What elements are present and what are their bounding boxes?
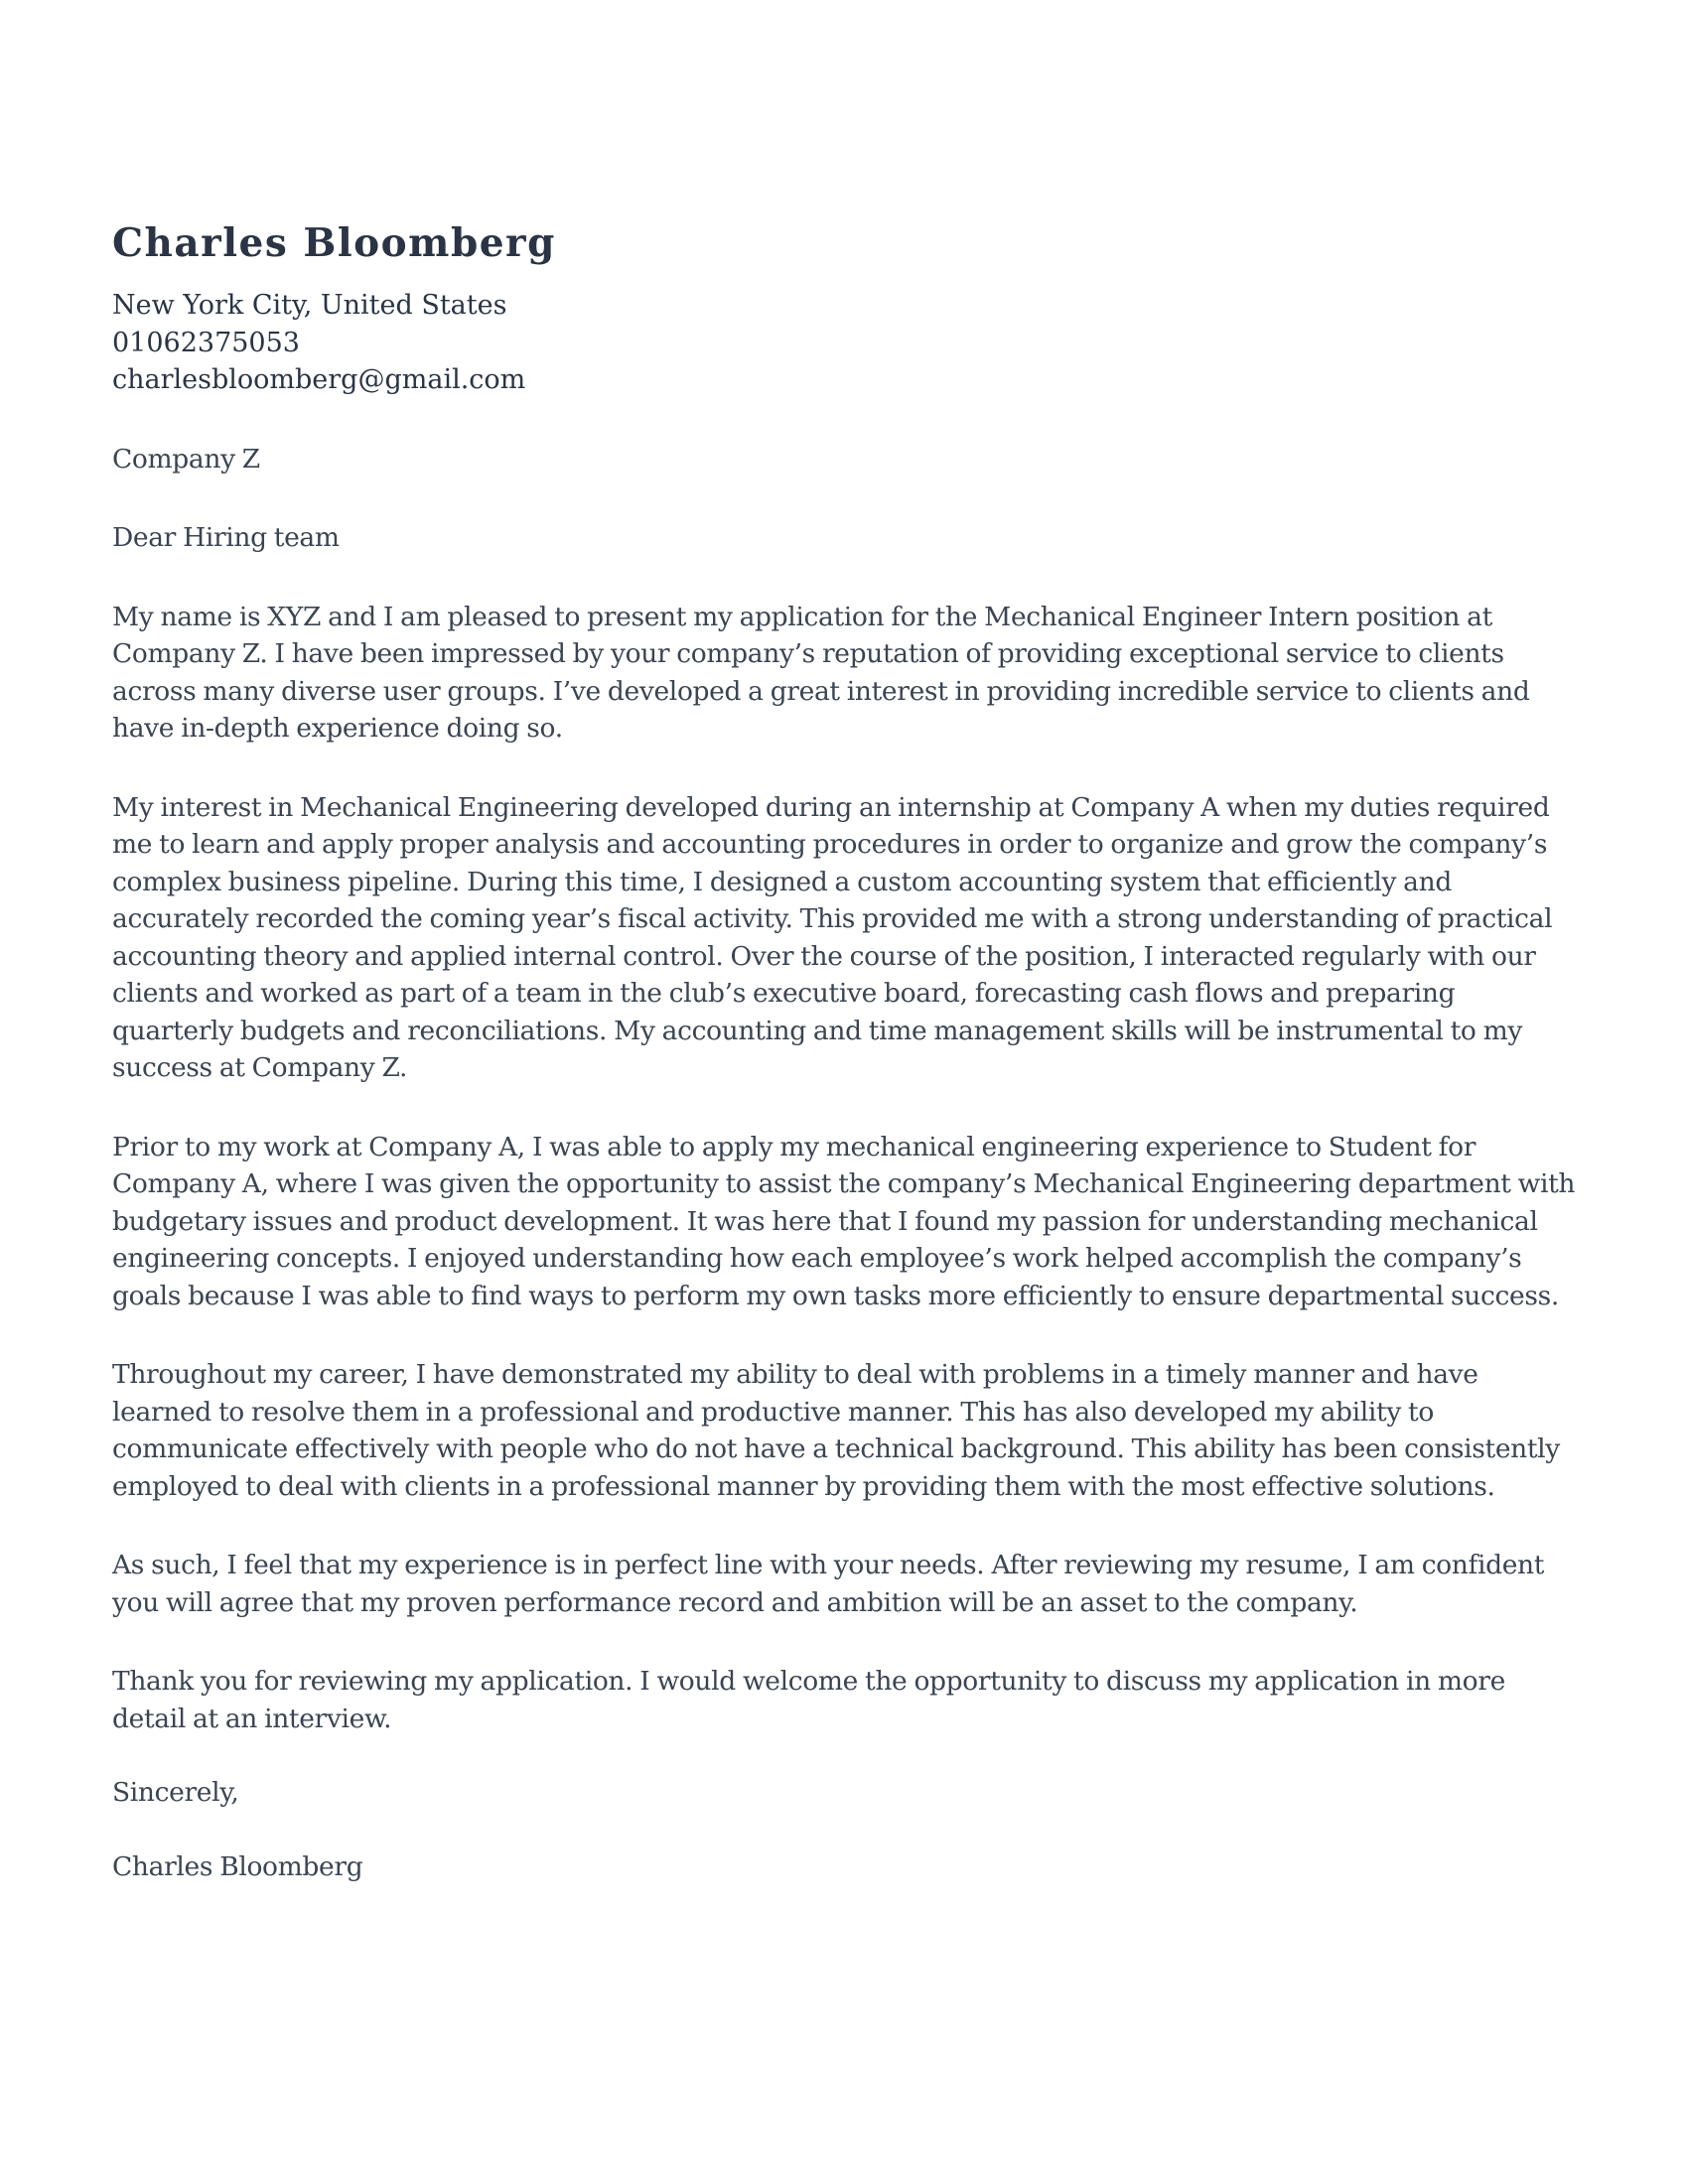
signature: Charles Bloomberg (112, 1850, 363, 1882)
recipient-company: Company Z (112, 443, 260, 475)
body-paragraph-6: Thank you for reviewing my application. I would welcome the opportunity to discuss my application in more detail at an interview. (112, 1666, 1505, 1734)
cover-letter (112, 213, 1582, 1885)
salutation: Dear Hiring team (112, 522, 340, 553)
applicant-phone: 01062375053 (112, 327, 300, 358)
body-paragraph-3: Prior to my work at Company A, I was able to apply my mechanical engineering experience to Student for Company A, where I was given the opportunity to assist the company’s Mechanical Engineering department with budgetary issues and product development. It was here that I found my passion for understanding mechanical engineering concepts. I enjoyed understanding how each employee’s work helped accomplish the company’s goals because I was able to find ways to perform my own tasks more efficiently to ensure departmental success. (112, 1131, 1576, 1311)
closing: Sincerely, (112, 1777, 239, 1808)
body-paragraph-1: My name is XYZ and I am pleased to present my application for the Mechanical Engineer Intern position at Company Z. I have been impressed by your company’s reputation of providing exceptional service to clients across many diverse user groups. I’ve developed a great interest in providing incredible service to clients and have in-depth experience doing so. (112, 601, 1530, 744)
body-paragraph-4: Throughout my career, I have demonstrated my ability to deal with problems in a timely manner and have learned to resolve them in a professional and productive manner. This has also developed my ability to communicate effectively with people who do not have a technical background. This ability has been consistently employed to deal with clients in a professional manner by providing them with the most effective solutions. (112, 1359, 1560, 1502)
body-paragraph-2: My interest in Mechanical Engineering developed during an internship at Company A when my duties required me to learn and apply proper analysis and accounting procedures in order to organize and grow the company’s complex business pipeline. During this time, I designed a custom accounting system that efficiently and accurately recorded the coming year’s fiscal activity. This provided me with a strong understanding of practical accounting theory and applied internal control. Over the course of the position, I interacted regularly with our clients and worked as part of a team in the club’s executive board, forecasting cash flows and preparing quarterly budgets and reconciliations. My accounting and time management skills will be instrumental to my success at Company Z. (112, 791, 1553, 1083)
applicant-email: charlesbloomberg@gmail.com (112, 364, 526, 395)
applicant-location: New York City, United States (112, 290, 507, 321)
body-paragraph-5: As such, I feel that my experience is in perfect line with your needs. After reviewing my resume, I am confident you will agree that my proven performance record and ambition will be an asset to the company. (112, 1550, 1545, 1618)
applicant-name: Charles Bloomberg (112, 220, 556, 266)
